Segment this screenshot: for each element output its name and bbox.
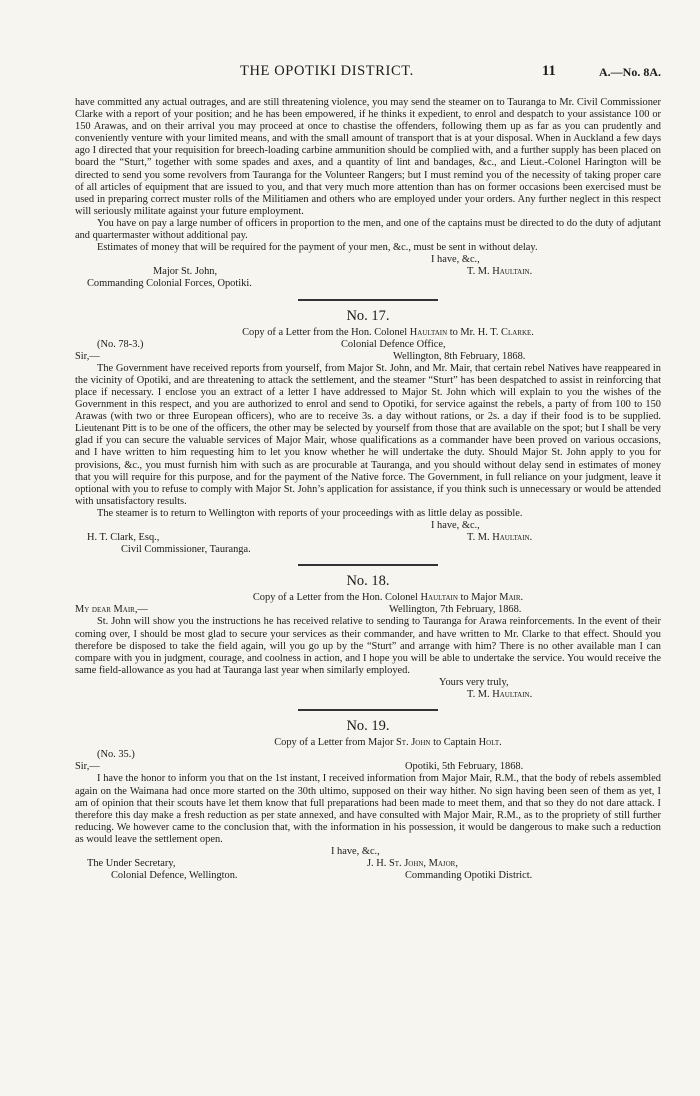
reference-number: (No. 78-3.) — [97, 338, 144, 350]
closing: Yours very truly, — [439, 676, 509, 688]
closing-line — [75, 520, 661, 532]
paragraph: St. John will show you the instructions he has received relative to sending to Tauranga for Arawa reinforcements. In the event of their coming over, I should be most glad to secure your services as their commander, and have written to Mr. Clarke to that effect. Should you therefore be disposed to take the field again, will you go up by the “Sturt” and arrange with him? There is no other available man I can compare with you in judgment, courage, and coolness in action, and I hope you will be able to undertake the service. You would receive the same field-allowance as you had at Tauranga last year when similarly employed. — [75, 616, 661, 676]
addressee-name: The Under Secretary, — [87, 858, 176, 870]
addressee-name: Major St. John, — [153, 266, 218, 278]
closing: I have, &c., — [331, 845, 380, 857]
office-name: Colonial Defence Office, — [341, 338, 446, 350]
closing-line — [75, 846, 661, 858]
place-date: Opotiki, 5th February, 1868. — [405, 761, 524, 773]
salutation: Sir,— — [75, 350, 100, 362]
closing: I have, &c., — [431, 520, 480, 531]
section-divider — [298, 564, 438, 566]
letter-continuation — [75, 97, 661, 291]
addressee-line — [75, 278, 661, 290]
document-no-17 — [75, 307, 661, 557]
signature-line — [75, 689, 661, 701]
running-head — [75, 0, 661, 91]
signature-line — [75, 266, 661, 278]
addressee-name: H. T. Clark, Esq., — [87, 532, 160, 544]
document-number: No. 19. — [346, 718, 390, 735]
document-number: No. 18. — [346, 573, 390, 590]
closing-line — [75, 254, 661, 266]
salutation-line — [75, 351, 661, 363]
document-number: No. 17. — [346, 307, 390, 324]
paragraph: Estimates of money that will be required for the payment of your men, &c., must be sent in without delay. — [97, 242, 538, 254]
signature: T. M. Haultain. — [467, 266, 533, 278]
paragraph: The steamer is to return to Wellington with reports of your proceedings with as little delay as possible. — [97, 507, 523, 519]
salutation: Sir,— — [75, 761, 100, 773]
salutation-line — [75, 761, 661, 773]
addressee-title: Civil Commissioner, Tauranga. — [121, 544, 251, 556]
paragraph: The Government have received reports from yourself, from Major St. John, and Mr. Mair, that certain rebel Natives have reappeared in the vicinity of Opotiki, and are threatening to attack the settlement, and the steamer “Sturt” has been despatched to assist in reinforcing that place if necessary. I enclose you an extract of a letter I have addressed to Major St. John which will explain to you the wishes of the Government in this respect, and you are authorized to enrol and send to Opotiki, for service against the rebels, a party of from 100 to 150 Arawas (with two or three European officers), who are to receive 3s. a day without rations, or 2s. a day if their food is to be supplied. Lieutenant Pitt is to be one of the officers, the other may be selected by yourself from those that are available on the spot; but I shall be very glad if you can secure the valuable services of Major Mair, whose qualifications as a commander have been proved on various occasions, and I have written to him requesting him to let you know whether he will undertake the duty. Should Major St. John apply to you for provisions, &c., you must furnish him with such as are procurable at Tauranga, and you should without delay send in estimates of money that you will require for this purpose, and for the payment of the Native force. The Government, in full reliance on your judgment, leave it optional with you to refuse to comply with Major St. John’s application for assistance, if you think such is unnecessary or would be attended with unsatisfactory results. — [75, 362, 661, 507]
signature-title: Commanding Opotiki District. — [405, 870, 533, 882]
paragraph: have committed any actual outrages, and are still threatening violence, you may send the steamer on to Tauranga to Mr. Civil Commissioner Clarke with a report of your position; and he has been empowered, if he thinks it expedient, to enrol and despatch to your assistance 100 or 150 Arawas, and on their arrival you may proceed at once to chastise the offenders, following them up as far as you can prudently and conveniently venture with your limited means, and with the small amount of transport that is at your disposal. When in Auckland a few days ago I directed that your requisition for breech-loading carbine ammunition should be complied with, and a further supply has been placed on board the “Sturt,” together with some spades and axes, and a quantity of lint and bandages, &c., and Lieut.-Colonel Harington will be directed to send you some revolvers from Tauranga for the Volunteer Rangers; but I must remind you of the necessity of taking proper care of all articles of equipment that are issued to you, and that very much more attention than has on former occasions been exercised must be used in preparing correct muster rolls of the Militiamen and others who are employed under your orders. Any further neglect in this respect will seriously militate against your future employment. — [75, 97, 661, 217]
document-no-19 — [75, 717, 661, 882]
signature: J. H. St. John, Major, — [367, 858, 458, 870]
section-divider — [298, 299, 438, 301]
page-number: 11 — [542, 63, 556, 79]
paragraph: You have on pay a large number of officers in proportion to the men, and one of the captains must be directed to do the duty of adjutant and quartermaster without additional pay. — [75, 217, 661, 242]
signature-line — [75, 532, 661, 544]
closing-line — [75, 677, 661, 689]
closing: I have, &c., — [431, 254, 480, 266]
paragraph: I have the honor to inform you that on the 1st instant, I received information from Major Mair, R.M., that the body of rebels assembled again on the Waimana had once more started on the 30th ultimo, supposed on their way hither. No sign having been seen of them as yet, I am of opinion that their scouts have let them know that full preparations had been made to meet them, and that so they do not dare attack. I therefore this day make a fresh reduction as per state annexed, and have consulted with Major Mair, R.M., as to the propriety of still further reducing. We however came to the conclusion that, with the information in his possession, it would be dangerous to make such a reduction as would leave the settlement open. — [75, 773, 661, 845]
salutation-line — [75, 604, 661, 616]
addressee-line — [75, 544, 661, 556]
place-date: Wellington, 8th February, 1868. — [393, 350, 526, 362]
reference-number: (No. 35.) — [97, 749, 135, 761]
addressee-title: Colonial Defence, Wellington. — [111, 870, 238, 882]
signature: T. M. Haultain. — [467, 689, 533, 701]
signature: T. M. Haultain. — [467, 532, 533, 544]
document-caption: Copy of a Letter from the Hon. Colonel Haultain to Major Mair. — [252, 592, 524, 604]
section-divider — [298, 709, 438, 711]
paper-reference: A.—No. 8A. — [599, 65, 661, 79]
document-caption: Copy of a Letter from Major St. John to Captain Holt. — [274, 737, 502, 749]
addressee-title: Commanding Colonial Forces, Opotiki. — [87, 278, 252, 290]
document-no-18 — [75, 572, 661, 701]
running-title: THE OPOTIKI DISTRICT. — [240, 63, 414, 79]
document-caption: Copy of a Letter from the Hon. Colonel Haultain to Mr. H. T. Clarke. — [242, 326, 534, 338]
reference-line — [75, 749, 661, 761]
place-date: Wellington, 7th February, 1868. — [389, 604, 522, 616]
addressee-line — [75, 870, 661, 882]
signature-line — [75, 858, 661, 870]
salutation: My dear Mair,— — [75, 604, 148, 616]
reference-line — [75, 339, 661, 351]
